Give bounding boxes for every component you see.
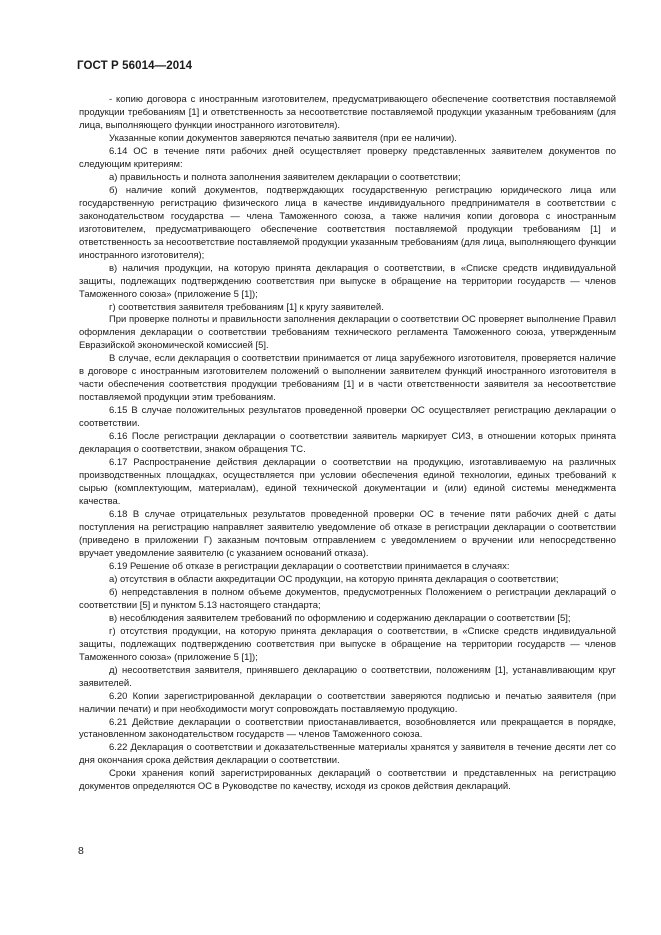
paragraph-6-15: 6.15 В случае положительных результатов проведенной проверки ОС осуществляет регистрацию декларации о соответствии. xyxy=(79,405,616,430)
document-body xyxy=(79,94,616,794)
paragraph-6-14: 6.14 ОС в течение пяти рабочих дней осуществляет проверку представленных заявителем документов по следующим критериям: xyxy=(79,145,616,170)
paragraph-copies-certified: Указанные копии документов заверяются печатью заявителя (при ее наличии). xyxy=(109,132,457,144)
paragraph-6-22: 6.22 Декларация о соответствии и доказательственные материалы хранятся у заявителя в течение десяти лет со дня окончания срока действия декларации о соответствии. xyxy=(79,742,616,767)
paragraph-6-19-d: д) несоответствия заявителя, принявшего декларацию о соответствии, положениям [1], устанавливающим круг заявителей. xyxy=(79,664,616,689)
paragraph-6-20: 6.20 Копии зарегистрированной декларации о соответствии заверяются подписью и печатью заявителя (при наличии печати) и при необходимости могут сопровождать поставляемую продукцию. xyxy=(79,690,616,715)
paragraph-6-21: 6.21 Действие декларации о соответствии приостанавливается, возобновляется или прекращается в порядке, установленном законодательством государств — членов Таможенного союза. xyxy=(79,716,616,741)
paragraph-6-14-g: г) соответствия заявителя требованиям [1] к кругу заявителей. xyxy=(109,301,384,313)
paragraph-6-17: 6.17 Распространение действия декларации о соответствии на продукцию, изготавливаемую на различных производственных площадках, осуществляется при условии обеспечения единой технологии, единых требований к сырью (комплектующим, материалам), единой технической документации и (или) единой системы менеджмента качества. xyxy=(79,457,616,508)
paragraph-6-18: 6.18 В случае отрицательных результатов проведенной проверки ОС в течение пяти рабочих дней с даты поступления на регистрацию направляет заявителю уведомление об отказе в регистрации декларации о соответствии (приведено в приложении Г) заказным почтовым отправлением с уведомлением о вручении или непосредственно вручает уведомление заявителю (с указанием оснований отказа). xyxy=(79,509,616,559)
paragraph-foreign-manufacturer: В случае, если декларация о соответствии принимается от лица зарубежного изготовителя, проверяется наличие в договоре с иностранным изготовителем положений о выполнении заявителем функций иностранного изготовителя в части обеспечения соответствия продукции требованиям [1] и в части ответственности заявителя за несоответствие поставляемой продукции этим требованиям. xyxy=(79,353,616,404)
paragraph-6-19-v: в) несоблюдения заявителем требований по оформлению и содержанию декларации о соответствии [5]; xyxy=(109,612,571,624)
paragraph-completeness-check: При проверке полноты и правильности заполнения декларации о соответствии ОС проверяет выполнение Правил оформления декларации о соответствии требованиям технического регламента Таможенного союза, утвержденным Евразийской экономической комиссией [5]. xyxy=(79,314,616,352)
paragraph-storage-terms: Сроки хранения копий зарегистрированных деклараций о соответствии и представленных на регистрацию документов определяются ОС в Руководстве по качеству, исходя из сроков действия деклараций. xyxy=(79,768,616,793)
paragraph-6-19-g: г) отсутствия продукции, на которую принята декларация о соответствии, в «Списке средств индивидуальной защиты, подлежащих подтверждению соответствия при выпуске в обращение на территории государств — членов Таможенного союза» (приложение 5 [1]); xyxy=(79,625,616,663)
document-header: ГОСТ Р 56014—2014 xyxy=(77,60,193,72)
paragraph-6-14-b: б) наличие копий документов, подтверждающих государственную регистрацию юридического лица или государственную регистрацию физического лица в качестве индивидуального предпринимателя в соответствии с законодательством государства — члена Таможенного союза, а также наличия копии договора с иностранным изготовителем, предусматривающего обеспечение соответствия поставляемой продукции требованиям [1] и ответственность за несоответствие поставляемой продукции указанным требованиям (для лица, выполняющего функции иностранного изготовителя); xyxy=(79,184,616,261)
paragraph-6-14-v: в) наличия продукции, на которую принята декларация о соответствии, в «Списке средств индивидуальной защиты, подлежащих подтверждению соответствия при выпуске в обращение на территории государств — членов Таможенного союза» (приложение 5 [1]); xyxy=(79,262,616,300)
paragraph-6-19-b: б) непредставления в полном объеме документов, предусмотренных Положением о регистрации деклараций о соответствии [5] и пунктом 5.13 настоящего стандарта; xyxy=(79,586,616,611)
paragraph-6-16: 6.16 После регистрации декларации о соответствии заявитель маркирует СИЗ, в отношении которых принята декларация о соответствии, знаком обращения ТС. xyxy=(79,431,616,456)
paragraph-item-foreign-contract: - копию договора с иностранным изготовителем, предусматривающего обеспечение соответствия поставляемой продукции требованиям [1] и ответственность за несоответствие поставляемой продукции указанным требованиям (для лица, выполняющего функции иностранного изготовителя). xyxy=(79,94,616,131)
paragraph-6-19-a: а) отсутствия в области аккредитации ОС продукции, на которую принята декларация о соответствии; xyxy=(109,573,559,585)
paragraph-6-14-a: а) правильность и полнота заполнения заявителем декларации о соответствии; xyxy=(109,171,461,183)
page-number: 8 xyxy=(78,845,84,857)
paragraph-6-19: 6.19 Решение об отказе в регистрации декларации о соответствии принимается в случаях: xyxy=(109,560,510,572)
